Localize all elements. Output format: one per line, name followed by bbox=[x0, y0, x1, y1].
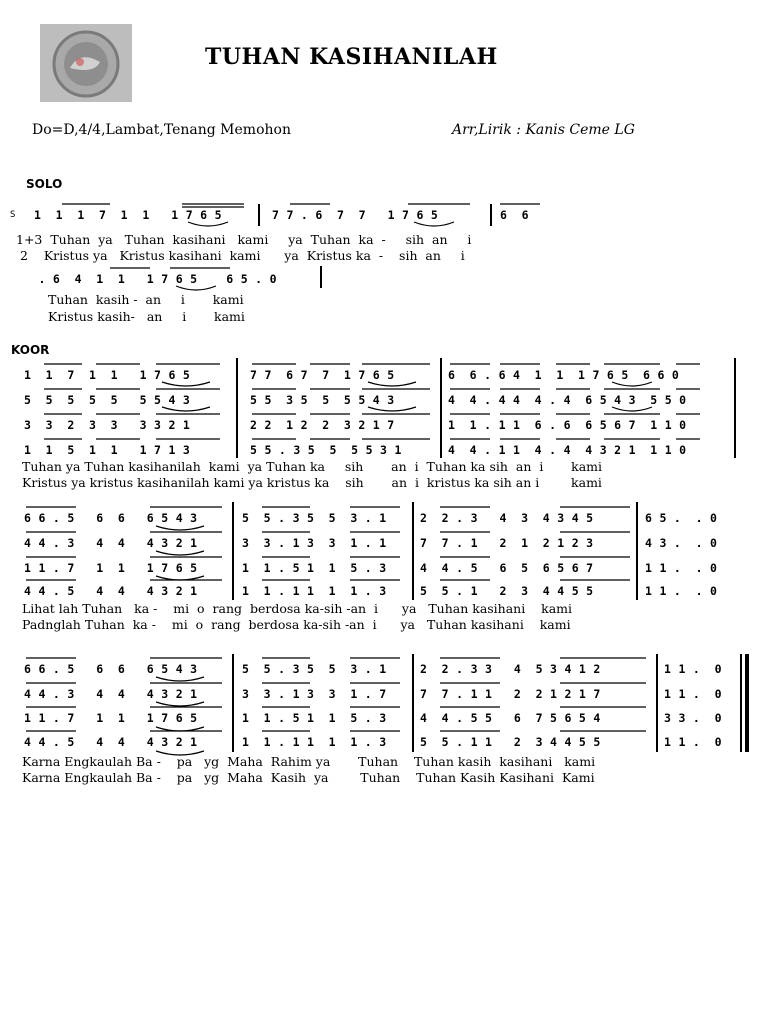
arranger-credit: Arr,Lirik : Kanis Ceme LG bbox=[452, 122, 635, 138]
koor-lyric-line: Karna Engkaulah Ba - pa yg Maha Kasih ya Tuhan Tuhan Kasih Kasihani Kami bbox=[22, 770, 595, 785]
solo-marker: S bbox=[10, 210, 16, 220]
measure: 6 6 . 5 6 6 6 5 4 3 bbox=[24, 662, 198, 676]
measure: 1 1 . . 0 bbox=[645, 584, 718, 598]
measure: 4 4 . 3 4 4 4 3 2 1 bbox=[24, 536, 198, 550]
solo-measure-3: 6 6 bbox=[500, 208, 529, 222]
measure: 7 7 . 1 2 1 2 1 2 3 bbox=[420, 536, 594, 550]
koor-lyric-line: Lihat lah Tuhan ka - mi o rang berdosa ka-sih -an i ya Tuhan kasihani kami bbox=[22, 601, 572, 616]
measure: 3 3 2 3 3 3 3 2 1 bbox=[24, 418, 191, 432]
measure: 4 4 . 5 6 5 6 5 6 7 bbox=[420, 561, 594, 575]
measure: 2 2 . 3 3 4 5 3 4 1 2 bbox=[420, 662, 601, 676]
song-title: TUHAN KASIHANILAH bbox=[205, 44, 498, 70]
measure: 1 1 7 1 1 1 7 6 5 bbox=[24, 368, 191, 382]
measure: 2 2 . 3 4 3 4 3 4 5 bbox=[420, 511, 594, 525]
koor-lyric-line: Tuhan ya Tuhan kasihanilah kami ya Tuhan ka sih an i Tuhan ka sih an i kami bbox=[22, 459, 603, 474]
measure: 1 1 . 0 bbox=[664, 687, 722, 701]
measure: 1 1 . 5 1 1 5 . 3 bbox=[242, 561, 387, 575]
measure: 4 4 . 5 4 4 4 3 2 1 bbox=[24, 584, 198, 598]
koor-lyric-line: Karna Engkaulah Ba - pa yg Maha Rahim ya Tuhan Tuhan kasih kasihani kami bbox=[22, 754, 596, 769]
koor-heading: KOOR bbox=[11, 343, 50, 357]
measure: 3 3 . 1 3 3 1 . 1 bbox=[242, 536, 387, 550]
solo-lyric-line: 1+3 Tuhan ya Tuhan kasihani kami ya Tuhan ka - sih an i bbox=[16, 232, 472, 247]
solo-lyric-line: 2 Kristus ya Kristus kasihani kami ya Kristus ka - sih an i bbox=[16, 248, 465, 263]
koor-lyric-line: Kristus ya kristus kasihanilah kami ya kristus ka sih an i kristus ka sih an i kami bbox=[22, 475, 602, 490]
measure: 5 5 5 5 5 5 5 4 3 bbox=[24, 393, 191, 407]
measure: 7 7 . 1 1 2 2 1 2 1 7 bbox=[420, 687, 601, 701]
measure: 4 3 . . 0 bbox=[645, 536, 718, 550]
measure: 3 3 . 0 bbox=[664, 711, 722, 725]
measure: 4 4 . 5 5 6 7 5 6 5 4 bbox=[420, 711, 601, 725]
measure: 6 5 . . 0 bbox=[645, 511, 718, 525]
solo-measure-2: 7 7 . 6 7 7 1 7 6 5 bbox=[272, 208, 439, 222]
solo-lyric-line: Tuhan kasih - an i kami bbox=[48, 292, 244, 307]
koor-lyric-line: Padnglah Tuhan ka - mi o rang berdosa ka-sih -an i ya Tuhan kasihani kami bbox=[22, 617, 571, 632]
measure: 5 5 . 3 5 5 5 5 3 1 bbox=[250, 443, 402, 457]
solo-measure-4: . 6 4 1 1 1 7 6 5 6 5 . 0 bbox=[24, 272, 277, 286]
measure: 4 4 . 3 4 4 4 3 2 1 bbox=[24, 687, 198, 701]
measure: 7 7 6 7 7 1 7 6 5 bbox=[250, 368, 395, 382]
measure: 4 4 . 1 1 4 . 4 4 3 2 1 1 1 0 bbox=[448, 443, 687, 457]
solo-lyric-line: Kristus kasih- an i kami bbox=[48, 309, 245, 324]
solo-heading: SOLO bbox=[26, 177, 63, 191]
measure: 6 6 . 5 6 6 6 5 4 3 bbox=[24, 511, 198, 525]
measure: 1 1 5 1 1 1 7 1 3 bbox=[24, 443, 191, 457]
measure: 1 1 . 7 1 1 1 7 6 5 bbox=[24, 711, 198, 725]
measure: 5 5 . 3 5 5 3 . 1 bbox=[242, 662, 387, 676]
measure: 1 1 . 1 1 1 1 . 3 bbox=[242, 735, 387, 749]
measure: 1 1 . 0 bbox=[664, 662, 722, 676]
measure: 1 1 . 0 bbox=[664, 735, 722, 749]
measure: 1 1 . 5 1 1 5 . 3 bbox=[242, 711, 387, 725]
measure: 1 1 . 1 1 6 . 6 6 5 6 7 1 1 0 bbox=[448, 418, 687, 432]
measure: 4 4 . 5 4 4 4 3 2 1 bbox=[24, 735, 198, 749]
measure: 5 5 . 3 5 5 3 . 1 bbox=[242, 511, 387, 525]
measure: 1 1 . . 0 bbox=[645, 561, 718, 575]
measure: 1 1 . 1 1 1 1 . 3 bbox=[242, 584, 387, 598]
measure: 5 5 . 1 1 2 3 4 4 5 5 bbox=[420, 735, 601, 749]
measure: 1 1 . 7 1 1 1 7 6 5 bbox=[24, 561, 198, 575]
solo-measure-1: 1 1 1 7 1 1 1 7 6 5 bbox=[34, 208, 222, 222]
measure: 3 3 . 1 3 3 1 . 7 bbox=[242, 687, 387, 701]
key-tempo: Do=D,4/4,Lambat,Tenang Memohon bbox=[32, 122, 291, 138]
measure: 2 2 1 2 2 3 2 1 7 bbox=[250, 418, 395, 432]
measure: 6 6 . 6 4 1 1 1 7 6 5 6 6 0 bbox=[448, 368, 680, 382]
measure: 5 5 . 1 2 3 4 4 5 5 bbox=[420, 584, 594, 598]
measure: 5 5 3 5 5 5 5 4 3 bbox=[250, 393, 395, 407]
measure: 4 4 . 4 4 4 . 4 6 5 4 3 5 5 0 bbox=[448, 393, 687, 407]
